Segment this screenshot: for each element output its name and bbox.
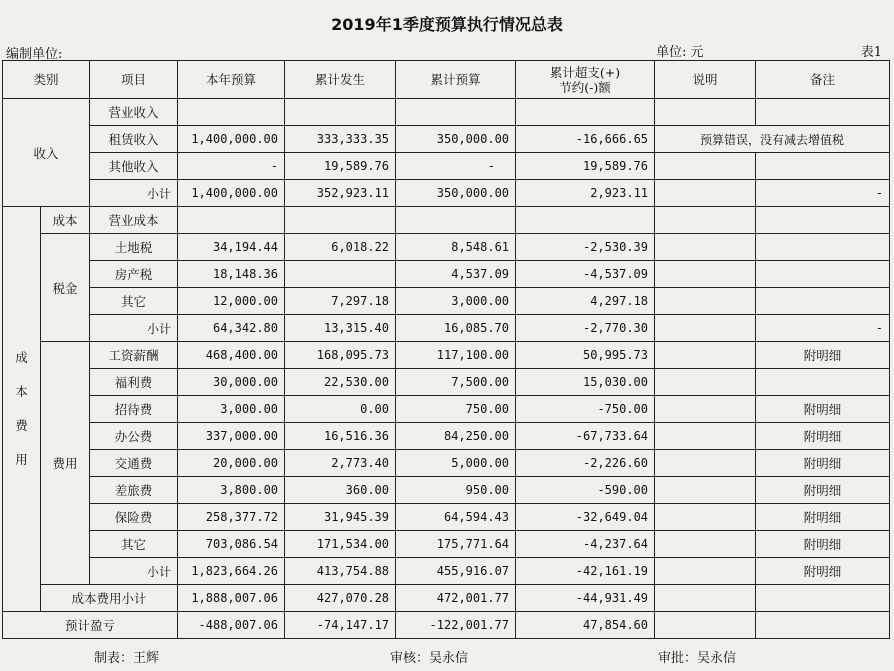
actual-cell: 22,530.00 (285, 369, 396, 396)
note-cell (655, 207, 756, 234)
budget-cell (178, 207, 285, 234)
note-cell (655, 153, 756, 180)
actual-cell: 168,095.73 (285, 342, 396, 369)
budget-cell: 258,377.72 (178, 504, 285, 531)
page-title: 2019年1季度预算执行情况总表 (331, 15, 563, 34)
note-cell (655, 99, 756, 126)
budget-cell: 1,823,664.26 (178, 558, 285, 585)
table-row (3, 531, 890, 558)
budget-cell: 1,400,000.00 (178, 180, 285, 207)
budget-cell: 3,800.00 (178, 477, 285, 504)
actual-cell: 413,754.88 (285, 558, 396, 585)
table-row (3, 396, 890, 423)
item-cell: 其它 (90, 288, 178, 315)
variance-cell: -67,733.64 (516, 423, 655, 450)
item-cell: 其它 (90, 531, 178, 558)
col-header-cumulative-actual: 累计发生 (285, 61, 396, 99)
group-income: 收入 (3, 99, 90, 207)
variance-cell: 2,923.11 (516, 180, 655, 207)
cum-budget-cell: -122,001.77 (396, 612, 516, 639)
cum-budget-cell: 117,100.00 (396, 342, 516, 369)
variance-cell: 47,854.60 (516, 612, 655, 639)
budget-cell: 468,400.00 (178, 342, 285, 369)
cum-budget-cell: 5,000.00 (396, 450, 516, 477)
cum-budget-cell: 64,594.43 (396, 504, 516, 531)
item-cell: 福利费 (90, 369, 178, 396)
remark-cell (756, 369, 890, 396)
note-cell (655, 342, 756, 369)
variance-cell: -4,237.64 (516, 531, 655, 558)
actual-cell: 2,773.40 (285, 450, 396, 477)
note-cell: 预算错误，没有减去增值税 (655, 126, 890, 153)
cum-budget-cell (396, 99, 516, 126)
item-cell: 房产税 (90, 261, 178, 288)
note-cell (655, 315, 756, 342)
table-row (3, 288, 890, 315)
item-cell: 土地税 (90, 234, 178, 261)
actual-cell (285, 207, 396, 234)
note-cell (655, 396, 756, 423)
variance-cell: -32,649.04 (516, 504, 655, 531)
note-cell (655, 558, 756, 585)
table-row (3, 450, 890, 477)
note-cell (655, 180, 756, 207)
table-row (3, 207, 890, 234)
variance-cell: -16,666.65 (516, 126, 655, 153)
cum-budget-cell: 175,771.64 (396, 531, 516, 558)
table-header-row (3, 61, 890, 99)
remark-cell: 附明细 (756, 531, 890, 558)
cum-budget-cell: 350,000.00 (396, 180, 516, 207)
remark-cell: 附明细 (756, 558, 890, 585)
actual-cell: 333,333.35 (285, 126, 396, 153)
col-header-explanation: 说明 (655, 61, 756, 99)
cum-budget-cell: 8,548.61 (396, 234, 516, 261)
budget-cell: 1,400,000.00 (178, 126, 285, 153)
cum-budget-cell: - (396, 153, 516, 180)
item-cell: 差旅费 (90, 477, 178, 504)
item-cell: 营业成本 (90, 207, 178, 234)
item-cell: 交通费 (90, 450, 178, 477)
table-row (3, 477, 890, 504)
variance-cell: -42,161.19 (516, 558, 655, 585)
actual-cell: 427,070.28 (285, 585, 396, 612)
table-row (3, 126, 890, 153)
variance-cell: -44,931.49 (516, 585, 655, 612)
col-header-cumulative-budget: 累计预算 (396, 61, 516, 99)
budget-cell: 337,000.00 (178, 423, 285, 450)
note-cell (655, 369, 756, 396)
budget-cell: 703,086.54 (178, 531, 285, 558)
budget-table (2, 60, 890, 639)
cum-budget-cell (396, 207, 516, 234)
cum-budget-cell: 3,000.00 (396, 288, 516, 315)
note-cell (655, 477, 756, 504)
unit-label: 单位: 元 (656, 45, 704, 60)
budget-cell: 20,000.00 (178, 450, 285, 477)
note-cell (655, 234, 756, 261)
remark-cell: - (756, 180, 890, 207)
variance-cell: -4,537.09 (516, 261, 655, 288)
actual-cell: 7,297.18 (285, 288, 396, 315)
note-cell (655, 423, 756, 450)
actual-cell: 6,018.22 (285, 234, 396, 261)
budget-cell: 3,000.00 (178, 396, 285, 423)
item-cell: 工资薪酬 (90, 342, 178, 369)
variance-cell (516, 207, 655, 234)
cum-budget-cell: 4,537.09 (396, 261, 516, 288)
cum-budget-cell: 455,916.07 (396, 558, 516, 585)
actual-cell: 16,516.36 (285, 423, 396, 450)
budget-cell: 1,888,007.06 (178, 585, 285, 612)
note-cell (655, 531, 756, 558)
item-cell: 小计 (90, 315, 178, 342)
budget-cell: 12,000.00 (178, 288, 285, 315)
table-row (3, 180, 890, 207)
remark-cell: 附明细 (756, 477, 890, 504)
table-number: 表1 (860, 45, 882, 60)
remark-cell (756, 99, 890, 126)
remark-cell: 附明细 (756, 396, 890, 423)
remark-cell (756, 585, 890, 612)
item-cell: 保险费 (90, 504, 178, 531)
table-row (3, 315, 890, 342)
table-row (3, 342, 890, 369)
col-header-annual-budget: 本年预算 (178, 61, 285, 99)
reviewed-by: 审核：吴永信 (390, 651, 469, 666)
variance-cell: 15,030.00 (516, 369, 655, 396)
actual-cell: 352,923.11 (285, 180, 396, 207)
actual-cell (285, 261, 396, 288)
actual-cell: 13,315.40 (285, 315, 396, 342)
remark-cell (756, 234, 890, 261)
variance-cell: -590.00 (516, 477, 655, 504)
actual-cell (285, 99, 396, 126)
remark-cell (756, 261, 890, 288)
item-cell: 小计 (90, 180, 178, 207)
org-label: 编制单位: (6, 47, 63, 62)
budget-cell: 64,342.80 (178, 315, 285, 342)
table-row (3, 423, 890, 450)
group-tax: 税金 (41, 234, 90, 342)
variance-cell: 4,297.18 (516, 288, 655, 315)
item-cell: 其他收入 (90, 153, 178, 180)
note-cell (655, 450, 756, 477)
note-cell (655, 612, 756, 639)
remark-cell (756, 207, 890, 234)
item-cell: 小计 (90, 558, 178, 585)
variance-cell: -2,226.60 (516, 450, 655, 477)
cum-budget-cell: 84,250.00 (396, 423, 516, 450)
variance-cell: -2,530.39 (516, 234, 655, 261)
table-row (3, 153, 890, 180)
group-cost: 成 本 费 用 (3, 207, 41, 612)
item-cell: 办公费 (90, 423, 178, 450)
remark-cell: 附明细 (756, 504, 890, 531)
variance-cell (516, 99, 655, 126)
table-row (3, 261, 890, 288)
remark-cell (756, 288, 890, 315)
table-row (3, 234, 890, 261)
note-cell (655, 504, 756, 531)
actual-cell: 19,589.76 (285, 153, 396, 180)
budget-cell: 30,000.00 (178, 369, 285, 396)
remark-cell: 附明细 (756, 342, 890, 369)
budget-cell: 34,194.44 (178, 234, 285, 261)
note-cell (655, 288, 756, 315)
group-cost-sub: 成本 (41, 207, 90, 234)
item-cell: 预计盈亏 (3, 612, 178, 639)
col-header-item: 项目 (90, 61, 178, 99)
actual-cell: 31,945.39 (285, 504, 396, 531)
cum-budget-cell: 750.00 (396, 396, 516, 423)
cum-budget-cell: 16,085.70 (396, 315, 516, 342)
budget-cell: - (178, 153, 285, 180)
table-row (3, 585, 890, 612)
cum-budget-cell: 950.00 (396, 477, 516, 504)
remark-cell (756, 153, 890, 180)
prepared-by: 制表：王辉 (94, 651, 160, 666)
variance-cell: 19,589.76 (516, 153, 655, 180)
approved-by: 审批：吴永信 (658, 651, 737, 666)
budget-cell (178, 99, 285, 126)
remark-cell: - (756, 315, 890, 342)
actual-cell: 0.00 (285, 396, 396, 423)
item-cell: 租赁收入 (90, 126, 178, 153)
table-row (3, 558, 890, 585)
variance-cell: -750.00 (516, 396, 655, 423)
col-header-variance: 累计超支(+) 节约(-)额 (516, 61, 655, 99)
group-expense: 费用 (41, 342, 90, 585)
remark-cell: 附明细 (756, 423, 890, 450)
table-row (3, 99, 890, 126)
item-cell: 营业收入 (90, 99, 178, 126)
table-row (3, 612, 890, 639)
variance-cell: 50,995.73 (516, 342, 655, 369)
actual-cell: -74,147.17 (285, 612, 396, 639)
remark-cell: 附明细 (756, 450, 890, 477)
col-header-category: 类别 (3, 61, 90, 99)
remark-cell (756, 612, 890, 639)
cum-budget-cell: 350,000.00 (396, 126, 516, 153)
item-cell: 成本费用小计 (41, 585, 178, 612)
col-header-remark: 备注 (756, 61, 890, 99)
budget-cell: 18,148.36 (178, 261, 285, 288)
actual-cell: 171,534.00 (285, 531, 396, 558)
actual-cell: 360.00 (285, 477, 396, 504)
table-row (3, 504, 890, 531)
note-cell (655, 585, 756, 612)
table-row (3, 369, 890, 396)
note-cell (655, 261, 756, 288)
cum-budget-cell: 7,500.00 (396, 369, 516, 396)
item-cell: 招待费 (90, 396, 178, 423)
variance-cell: -2,770.30 (516, 315, 655, 342)
budget-cell: -488,007.06 (178, 612, 285, 639)
cum-budget-cell: 472,001.77 (396, 585, 516, 612)
